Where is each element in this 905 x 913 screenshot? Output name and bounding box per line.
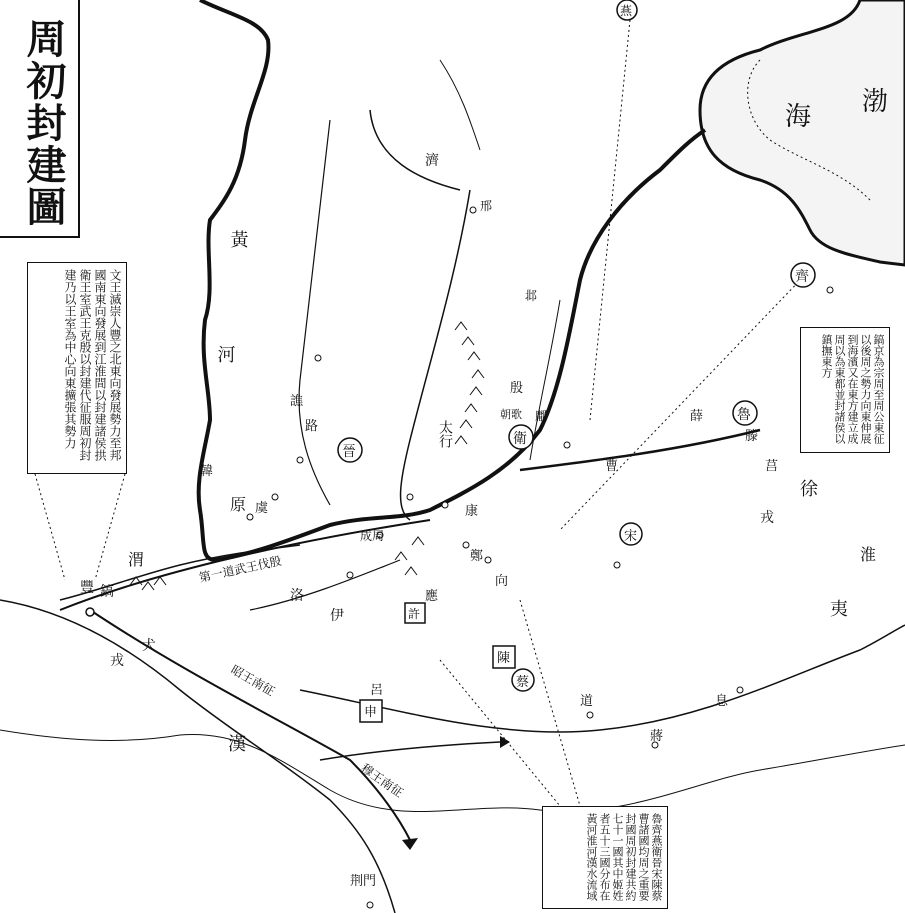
city-bing: 邶 xyxy=(525,289,538,303)
svg-text:晉: 晉 xyxy=(342,444,356,460)
state-xu xyxy=(405,603,425,623)
map-title: 周初封建圖 xyxy=(20,18,67,228)
svg-text:衛: 衛 xyxy=(513,431,527,447)
north-tributary-1 xyxy=(370,110,460,190)
note-right: 鎬京為宗周至周公東征以後周之勢力向東伸展到海濱又在東方建立成周以為東都並封諸侯以鎮撫東方 xyxy=(800,327,890,453)
city-ju: 莒 xyxy=(765,459,779,474)
city-jiang: 蔣 xyxy=(650,729,664,744)
city-cao: 曹 xyxy=(605,459,619,474)
people-quan: 犬 xyxy=(142,638,156,654)
people-rong2: 戎 xyxy=(110,653,124,669)
place-jingmen: 荆門 xyxy=(350,874,377,889)
svg-text:魯: 魯 xyxy=(737,407,751,423)
svg-text:齊: 齊 xyxy=(795,269,809,285)
people-xu: 徐 xyxy=(800,479,818,500)
svg-text:陳: 陳 xyxy=(497,651,511,666)
river-label-he: 河 xyxy=(214,345,236,363)
bohai-sea xyxy=(700,0,905,265)
city-teng: 滕 xyxy=(745,429,759,444)
leader-bottom-2 xyxy=(440,660,560,806)
city-xi: 息 xyxy=(715,694,729,709)
svg-text:許: 許 xyxy=(408,607,421,621)
svg-text:呂: 呂 xyxy=(370,683,384,698)
state-wei xyxy=(509,425,533,449)
leader-north xyxy=(590,20,630,420)
north-tributary-3 xyxy=(440,60,480,150)
state-chen xyxy=(493,646,515,668)
river-label-han: 漢 xyxy=(228,734,246,755)
city-dao: 道 xyxy=(580,694,594,709)
note-bottom: 魯齊燕衛晉宋陳蔡曹諸國均周之重要封國周初封建共約七十一國其中姬姓者五十三國分布在黃河淮河漢水流域 xyxy=(542,806,668,909)
river-label-yi: 伊 xyxy=(330,608,344,624)
han-river xyxy=(0,600,395,913)
route-label-south: 昭王南征 xyxy=(228,662,278,699)
leader-bottom-1 xyxy=(520,600,580,806)
city-xue: 薛 xyxy=(690,409,704,424)
capital-feng-hao xyxy=(80,579,114,616)
city-feng: 豐 xyxy=(80,580,94,596)
ji-river xyxy=(520,430,760,470)
note-left: 文王滅崇人豐之北東向發展勢力至邦國南東向發展到江淮間以封建諸侯拱衛王室武王克殷以封建代征服周初封建乃以王室為中心向東擴張其勢力 xyxy=(27,262,127,474)
river-label-luo: 洛 xyxy=(290,588,304,604)
city-lu-sm: 路 xyxy=(305,419,319,434)
state-lu xyxy=(733,401,757,425)
route-south xyxy=(90,610,410,840)
state-lu2 xyxy=(370,683,383,698)
state-jin xyxy=(338,438,362,462)
route-label-wu-east: 第一道武王伐殷 xyxy=(197,553,283,585)
people-rong: 戎 xyxy=(760,510,774,526)
leader-left-1 xyxy=(35,474,65,580)
city-yu: 虞 xyxy=(255,501,269,516)
city-markers xyxy=(247,207,833,908)
city-xing: 邢 xyxy=(480,199,493,213)
river-label-huang: 黃 xyxy=(227,230,249,248)
east-tributary xyxy=(530,300,560,460)
city-ying: 應 xyxy=(425,589,439,604)
state-cai xyxy=(512,669,534,691)
svg-text:燕: 燕 xyxy=(620,4,633,18)
leader-left-2 xyxy=(95,474,125,580)
city-yong: 鄘 xyxy=(535,409,548,423)
svg-text:蔡: 蔡 xyxy=(516,675,530,690)
city-yin: 殷 xyxy=(510,381,524,396)
river-label-huai: 淮 xyxy=(860,545,877,564)
river-label-wei: 渭 xyxy=(128,550,145,569)
people-yi: 夷 xyxy=(830,599,848,620)
state-yan xyxy=(617,0,637,20)
wei-river xyxy=(60,545,300,600)
region-yuan: 原 xyxy=(230,495,247,514)
route-southeast-arrowhead xyxy=(500,736,510,748)
north-tributary-2 xyxy=(401,190,470,520)
city-zheng: 鄭 xyxy=(470,549,484,564)
city-hao: 鎬 xyxy=(100,584,114,600)
region-taihang: 太行 xyxy=(437,420,453,448)
city-xiang: 向 xyxy=(495,574,509,589)
sea-label-hai: 海 xyxy=(785,102,812,132)
sea-label-bo: 渤 xyxy=(862,87,889,117)
south-boundary xyxy=(0,730,905,812)
city-kang: 康 xyxy=(465,504,479,519)
svg-text:宋: 宋 xyxy=(624,529,638,544)
city-qiao: 譙 xyxy=(290,394,304,409)
route-label-south2: 穆王南征 xyxy=(358,760,406,800)
river-label-ji: 濟 xyxy=(425,153,439,169)
state-song xyxy=(620,523,642,545)
huai-river xyxy=(300,625,905,732)
city-chenggong: 成周 xyxy=(360,529,385,543)
city-han: 韓 xyxy=(200,464,214,479)
city-chaoge: 朝歌 xyxy=(500,408,522,421)
state-qi xyxy=(791,263,815,287)
fen-river xyxy=(299,120,330,505)
leader-qi xyxy=(560,275,805,530)
svg-text:申: 申 xyxy=(364,705,378,720)
state-shen xyxy=(360,700,382,722)
route-south-arrowhead xyxy=(402,838,418,850)
